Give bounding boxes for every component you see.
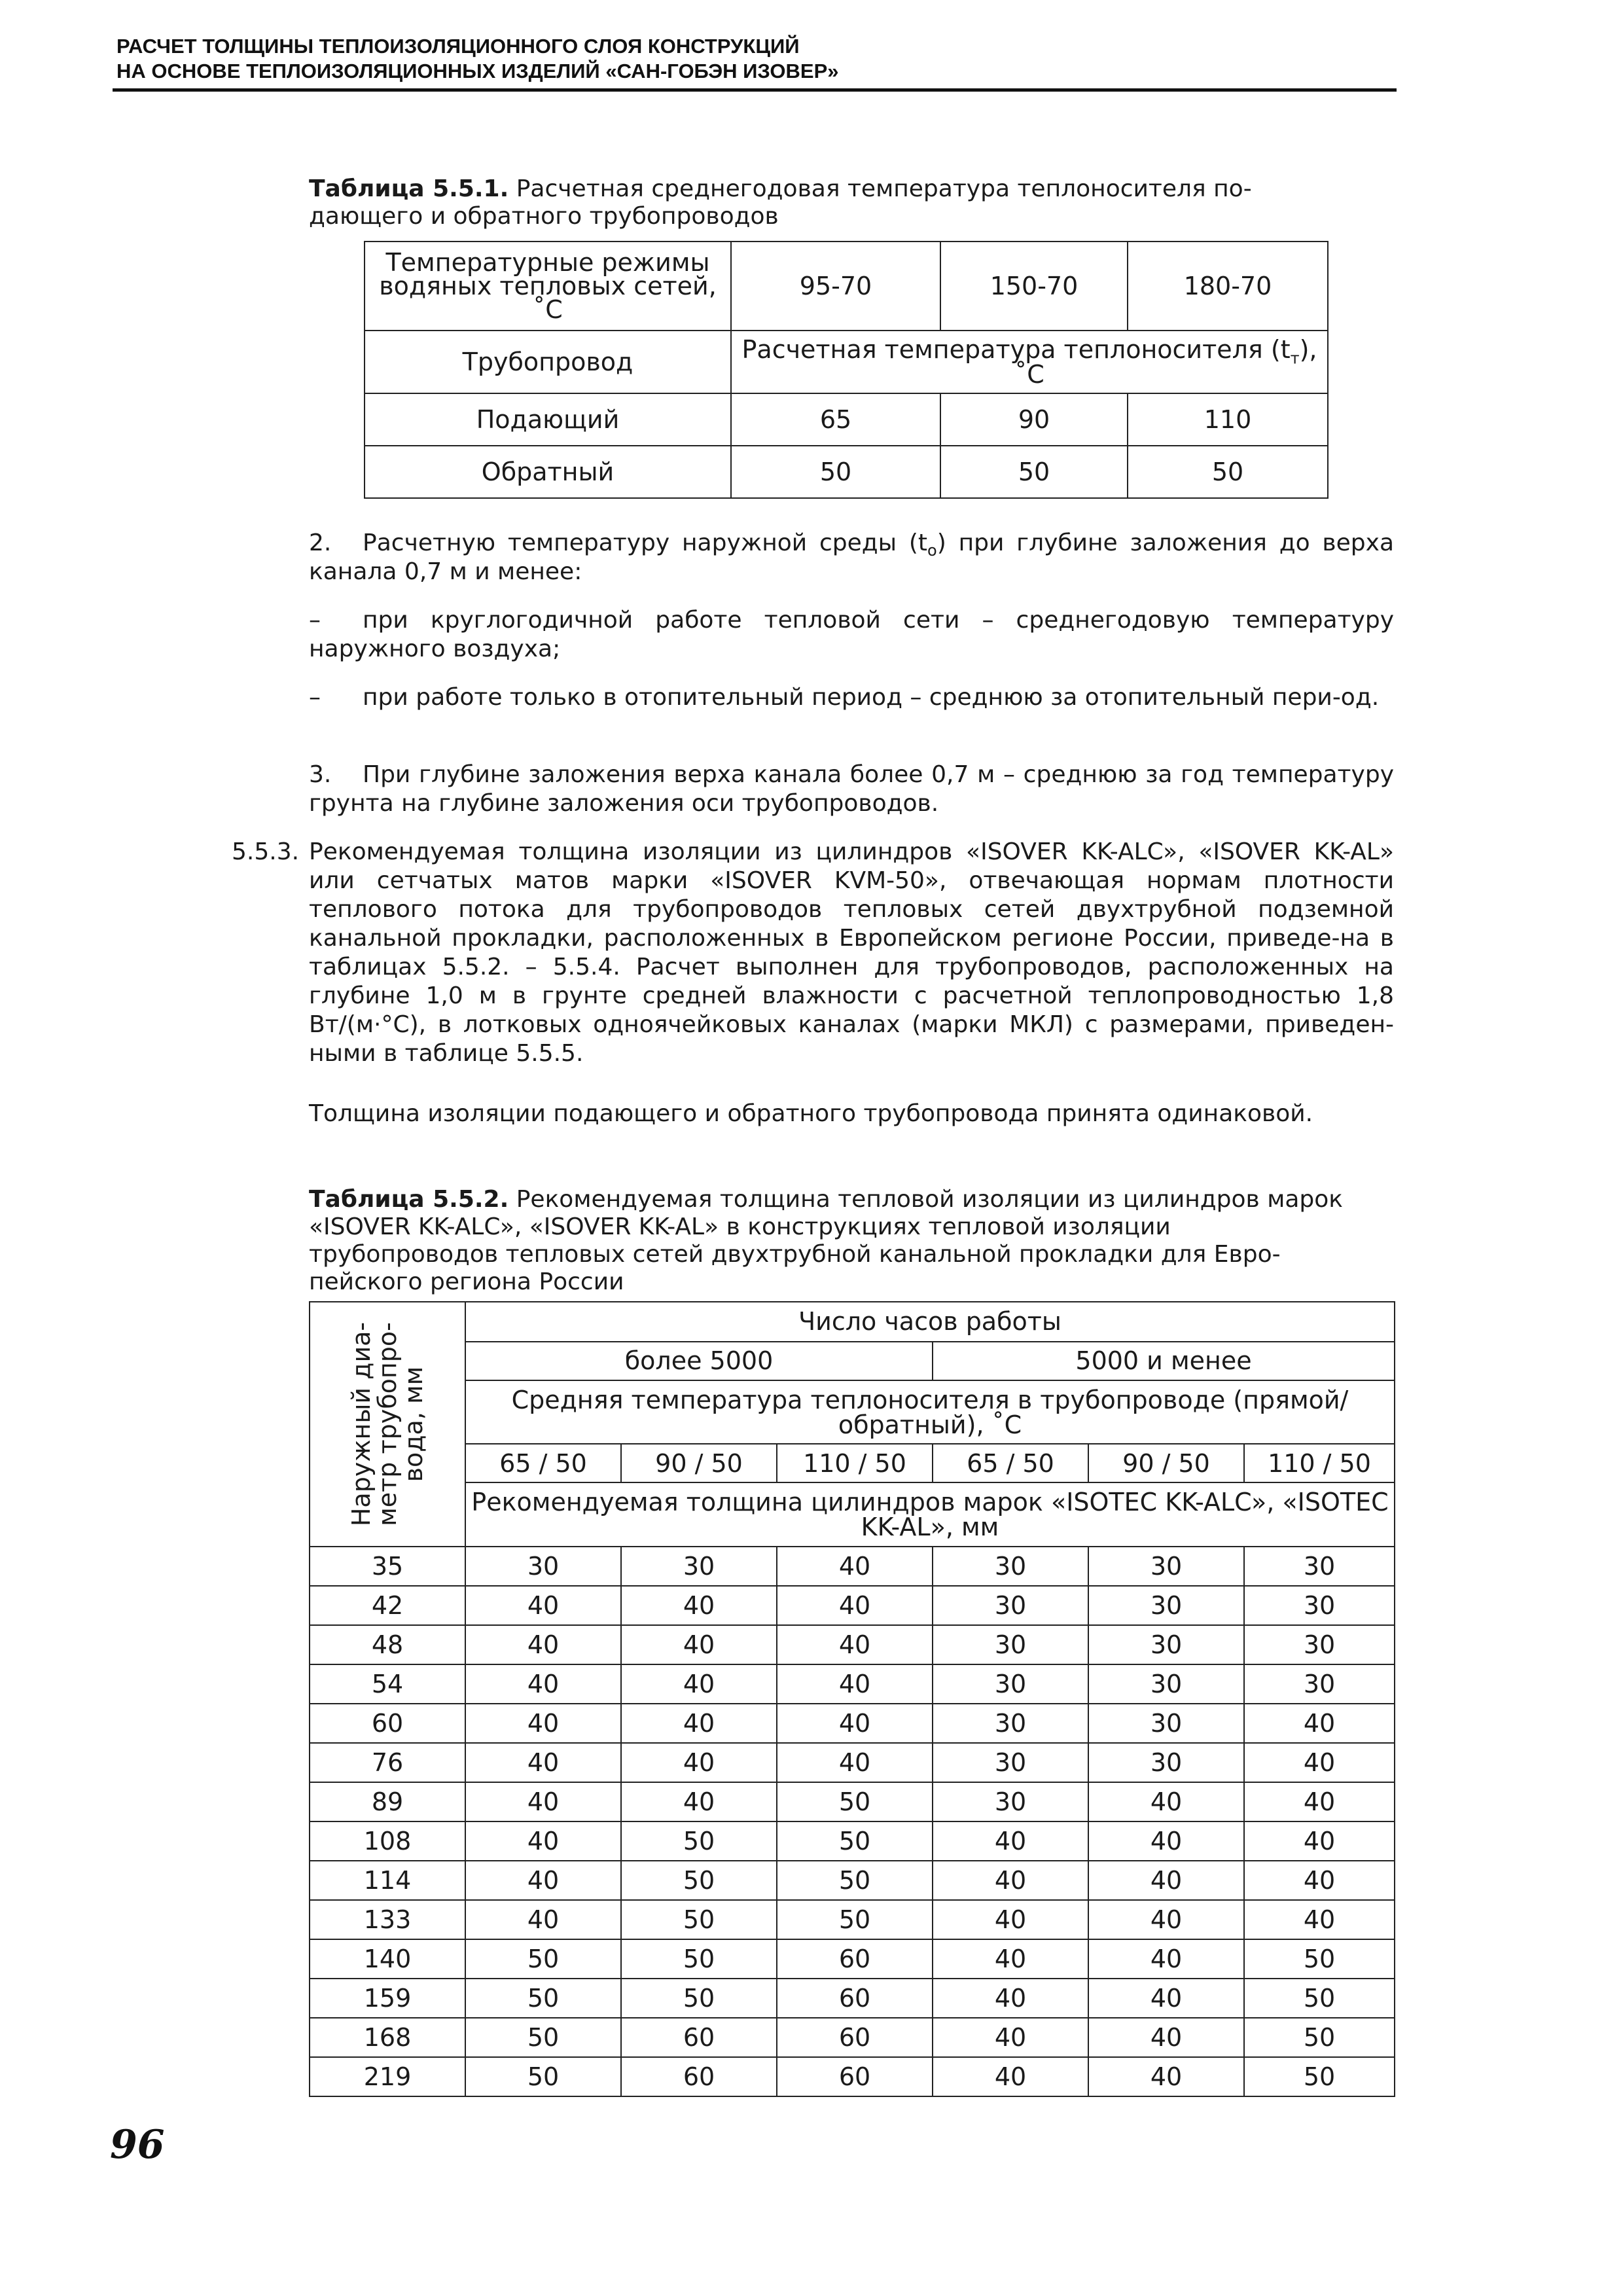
thickness-cell: 40 xyxy=(1244,1704,1395,1743)
pipe-header-cell: Трубопровод xyxy=(365,331,731,393)
table-row xyxy=(310,2057,1395,2096)
thickness-cell: 40 xyxy=(1244,1861,1395,1900)
thickness-cell: 50 xyxy=(465,2018,621,2057)
thickness-cell: 40 xyxy=(777,1704,933,1743)
table-row xyxy=(310,1625,1395,1664)
table-row xyxy=(310,1664,1395,1704)
table-row xyxy=(310,1900,1395,1939)
thickness-cell: 50 xyxy=(1244,2057,1395,2096)
thickness-cell: 40 xyxy=(621,1743,777,1782)
thickness-cell: 60 xyxy=(621,2018,777,2057)
thickness-cell: 40 xyxy=(621,1586,777,1625)
temp-cell: 90 xyxy=(940,393,1128,446)
hours-group-cell: 5000 и менее xyxy=(933,1342,1395,1380)
table-5-5-1-caption xyxy=(309,175,1291,230)
thickness-cell: 40 xyxy=(465,1664,621,1704)
table-row xyxy=(310,1861,1395,1900)
thickness-cell: 40 xyxy=(1244,1782,1395,1821)
pipe-name-cell: Обратный xyxy=(365,446,731,498)
diameter-cell: 76 xyxy=(310,1743,465,1782)
thickness-cell: 30 xyxy=(1244,1625,1395,1664)
thickness-cell: 40 xyxy=(777,1547,933,1586)
table-5-5-1-caption-text: Расчетная среднегодовая температура теплоносителя по-дающего и обратного трубопроводов xyxy=(309,175,1252,230)
diameter-cell: 108 xyxy=(310,1821,465,1861)
thickness-cell: 30 xyxy=(933,1547,1088,1586)
thickness-cell: 60 xyxy=(621,2057,777,2096)
thickness-cell: 40 xyxy=(1244,1743,1395,1782)
thickness-cell: 50 xyxy=(777,1782,933,1821)
hours-group-cell: более 5000 xyxy=(465,1342,933,1380)
temp-regime-cell: 90 / 50 xyxy=(621,1444,777,1482)
table-5-5-2-caption xyxy=(309,1186,1356,1296)
thickness-header-cell: Рекомендуемая толщина цилиндров марок «ISOTEC KK-ALC», «ISOTEC KK-AL», мм xyxy=(465,1482,1395,1547)
thickness-cell: 40 xyxy=(933,1900,1088,1939)
thickness-cell: 40 xyxy=(777,1664,933,1704)
temp-regime-cell: 65 / 50 xyxy=(465,1444,621,1482)
thickness-cell: 40 xyxy=(1088,1979,1244,2018)
thickness-cell: 40 xyxy=(933,1821,1088,1861)
thickness-cell: 40 xyxy=(1088,1939,1244,1979)
table-row xyxy=(310,1444,1395,1482)
list-item-dash-2: – при работе только в отопительный период – среднюю за отопительный пери-од. xyxy=(309,684,1380,711)
thickness-cell: 40 xyxy=(1088,1900,1244,1939)
temp-cell: 110 xyxy=(1128,393,1328,446)
diameter-cell: 168 xyxy=(310,2018,465,2057)
thickness-cell: 40 xyxy=(933,2018,1088,2057)
thickness-cell: 60 xyxy=(777,2018,933,2057)
thickness-cell: 30 xyxy=(933,1743,1088,1782)
page-number: 96 xyxy=(110,2122,165,2168)
table-row xyxy=(310,1547,1395,1586)
thickness-cell: 30 xyxy=(465,1547,621,1586)
thickness-cell: 30 xyxy=(1088,1586,1244,1625)
thickness-cell: 30 xyxy=(1088,1625,1244,1664)
thickness-cell: 40 xyxy=(621,1625,777,1664)
table-row xyxy=(310,1782,1395,1821)
temp-header-cell: Расчетная температура теплоносителя $(t_т)$, ˚С xyxy=(731,331,1328,393)
thickness-cell: 40 xyxy=(465,1743,621,1782)
table-row xyxy=(365,393,1328,446)
table-5-5-2-body xyxy=(310,1547,1395,2096)
header-line-1: РАСЧЕТ ТОЛЩИНЫ ТЕПЛОИЗОЛЯЦИОННОГО СЛОЯ КОНСТРУКЦИЙ xyxy=(116,35,800,58)
thickness-cell: 40 xyxy=(933,1861,1088,1900)
table-row xyxy=(310,1586,1395,1625)
thickness-cell: 50 xyxy=(621,1939,777,1979)
thickness-cell: 50 xyxy=(465,1979,621,2018)
mode-header-cell: Температурные режимы водяных тепловых сетей, ˚С xyxy=(365,242,731,331)
table-row xyxy=(310,1821,1395,1861)
thickness-cell: 40 xyxy=(1244,1900,1395,1939)
thickness-cell: 40 xyxy=(777,1625,933,1664)
mode-cell: 180-70 xyxy=(1128,242,1328,331)
temp-regime-cell: 110 / 50 xyxy=(1244,1444,1395,1482)
table-row xyxy=(310,1482,1395,1547)
thickness-cell: 30 xyxy=(621,1547,777,1586)
temp-cell: 65 xyxy=(731,393,940,446)
paragraph-3: 3. При глубине заложения верха канала более 0,7 м – среднюю за год температуру грунта на глубине заложения оси трубопроводов. xyxy=(309,761,1394,817)
thickness-cell: 50 xyxy=(1244,1979,1395,2018)
pipe-name-cell: Подающий xyxy=(365,393,731,446)
thickness-cell: 50 xyxy=(621,1821,777,1861)
diameter-header-cell: Наружный диа-метр трубопро-вода, мм xyxy=(310,1302,465,1547)
table-row xyxy=(310,1380,1395,1444)
table-row xyxy=(310,1342,1395,1380)
diameter-cell: 35 xyxy=(310,1547,465,1586)
table-row xyxy=(310,1939,1395,1979)
table-5-5-2-caption-text: Рекомендуемая толщина тепловой изоляции из цилиндров марок «ISOVER KK-ALC», «ISOVER KK-AL» в конструкциях тепловой изоляции трубопроводов тепловых сетей двухтрубной канальной прокладки для Евро-пейского региона России xyxy=(309,1186,1344,1295)
thickness-cell: 30 xyxy=(1088,1664,1244,1704)
temp-cell: 50 xyxy=(1128,446,1328,498)
hours-header-cell: Число часов работы xyxy=(465,1302,1395,1342)
table-row xyxy=(365,331,1328,393)
list-item-dash-1: – при круглогодичной работе тепловой сети – среднегодовую температуру наружного воздуха; xyxy=(309,607,1394,662)
thickness-cell: 40 xyxy=(1088,1782,1244,1821)
table-5-5-2 xyxy=(309,1301,1395,2097)
temp-header-cell: Средняя температура теплоносителя в трубопроводе (прямой/обратный), ˚С xyxy=(465,1380,1395,1444)
thickness-cell: 40 xyxy=(621,1664,777,1704)
paragraph-5-5-3: 5.5.3. Рекомендуемая толщина изоляции из цилиндров «ISOVER KK-ALC», «ISOVER KK-AL» или сетчатых матов марки «ISOVER KVM-50», отвечающая нормам плотности теплового потока для трубопроводов тепловых сетей двухтрубной подземной канальной прокладки, расположенных в Европейском регионе России, приведе-на в таблицах 5.5.2. – 5.5.4. Расчет выполнен для трубопроводов, расположенных на глубине 1,0 м в грунте средней влажности с расчетной теплопроводностью 1,8 Вт/(м·°С), в лотковых одноячейковых каналах (марки МКЛ) с размерами, приведен-ными в таблице 5.5.5. xyxy=(232,838,1394,1067)
thickness-cell: 50 xyxy=(621,1861,777,1900)
thickness-cell: 50 xyxy=(621,1900,777,1939)
table-row xyxy=(365,446,1328,498)
thickness-cell: 40 xyxy=(777,1586,933,1625)
paragraph-2: 2. Расчетную температуру наружной среды $(t_о)$ при глубине заложения до верха канала 0,7 м и менее: xyxy=(309,529,1395,585)
thickness-cell: 30 xyxy=(933,1625,1088,1664)
diameter-cell: 48 xyxy=(310,1625,465,1664)
thickness-cell: 40 xyxy=(777,1743,933,1782)
thickness-cell: 50 xyxy=(621,1979,777,2018)
diameter-cell: 54 xyxy=(310,1664,465,1704)
header-line-2: НА ОСНОВЕ ТЕПЛОИЗОЛЯЦИОННЫХ ИЗДЕЛИЙ «САН-ГОБЭН ИЗОВЕР» xyxy=(116,60,839,82)
thickness-cell: 30 xyxy=(1088,1704,1244,1743)
temp-cell: 50 xyxy=(731,446,940,498)
thickness-cell: 50 xyxy=(465,2057,621,2096)
diameter-cell: 159 xyxy=(310,1979,465,2018)
table-row xyxy=(310,1979,1395,2018)
temp-regime-cell: 65 / 50 xyxy=(933,1444,1088,1482)
temp-regime-cell: 110 / 50 xyxy=(777,1444,933,1482)
thickness-cell: 30 xyxy=(1244,1664,1395,1704)
table-5-5-1 xyxy=(364,241,1329,499)
diameter-cell: 140 xyxy=(310,1939,465,1979)
thickness-cell: 40 xyxy=(465,1704,621,1743)
thickness-cell: 30 xyxy=(933,1704,1088,1743)
diameter-cell: 133 xyxy=(310,1900,465,1939)
table-row xyxy=(365,242,1328,331)
thickness-cell: 40 xyxy=(933,2057,1088,2096)
thickness-cell: 60 xyxy=(777,1979,933,2018)
section-number: 5.5.3. xyxy=(232,838,300,865)
running-header xyxy=(116,34,1393,84)
table-5-5-2-label: Таблица 5.5.2. xyxy=(309,1186,509,1213)
thickness-cell: 40 xyxy=(1088,1821,1244,1861)
thickness-cell: 30 xyxy=(1244,1547,1395,1586)
thickness-cell: 30 xyxy=(1244,1586,1395,1625)
thickness-cell: 60 xyxy=(777,2057,933,2096)
table-row xyxy=(310,2018,1395,2057)
thickness-cell: 60 xyxy=(777,1939,933,1979)
thickness-cell: 40 xyxy=(1088,2018,1244,2057)
diameter-cell: 60 xyxy=(310,1704,465,1743)
thickness-cell: 50 xyxy=(1244,1939,1395,1979)
table-5-5-1-label: Таблица 5.5.1. xyxy=(309,175,509,202)
thickness-cell: 40 xyxy=(933,1939,1088,1979)
thickness-cell: 50 xyxy=(465,1939,621,1979)
thickness-cell: 30 xyxy=(1088,1547,1244,1586)
thickness-cell: 40 xyxy=(1088,2057,1244,2096)
thickness-cell: 40 xyxy=(465,1821,621,1861)
thickness-cell: 50 xyxy=(1244,2018,1395,2057)
table-row xyxy=(310,1302,1395,1342)
thickness-cell: 40 xyxy=(1244,1821,1395,1861)
thickness-cell: 40 xyxy=(933,1979,1088,2018)
diameter-cell: 114 xyxy=(310,1861,465,1900)
thickness-cell: 50 xyxy=(777,1861,933,1900)
thickness-cell: 40 xyxy=(621,1704,777,1743)
thickness-cell: 40 xyxy=(621,1782,777,1821)
diameter-cell: 219 xyxy=(310,2057,465,2096)
table-row xyxy=(310,1704,1395,1743)
thickness-cell: 50 xyxy=(777,1821,933,1861)
thickness-cell: 30 xyxy=(933,1664,1088,1704)
diameter-cell: 42 xyxy=(310,1586,465,1625)
thickness-cell: 40 xyxy=(465,1900,621,1939)
mode-cell: 150-70 xyxy=(940,242,1128,331)
header-rule xyxy=(113,88,1397,92)
thickness-cell: 30 xyxy=(933,1586,1088,1625)
thickness-cell: 40 xyxy=(465,1586,621,1625)
diameter-cell: 89 xyxy=(310,1782,465,1821)
mode-cell: 95-70 xyxy=(731,242,940,331)
thickness-cell: 50 xyxy=(777,1900,933,1939)
temp-regime-cell: 90 / 50 xyxy=(1088,1444,1244,1482)
paragraph-same-thickness: Толщина изоляции подающего и обратного трубопровода принята одинаковой. xyxy=(309,1100,1313,1127)
temp-cell: 50 xyxy=(940,446,1128,498)
thickness-cell: 40 xyxy=(465,1782,621,1821)
table-row xyxy=(310,1743,1395,1782)
thickness-cell: 30 xyxy=(933,1782,1088,1821)
thickness-cell: 40 xyxy=(1088,1861,1244,1900)
thickness-cell: 30 xyxy=(1088,1743,1244,1782)
thickness-cell: 40 xyxy=(465,1625,621,1664)
thickness-cell: 40 xyxy=(465,1861,621,1900)
